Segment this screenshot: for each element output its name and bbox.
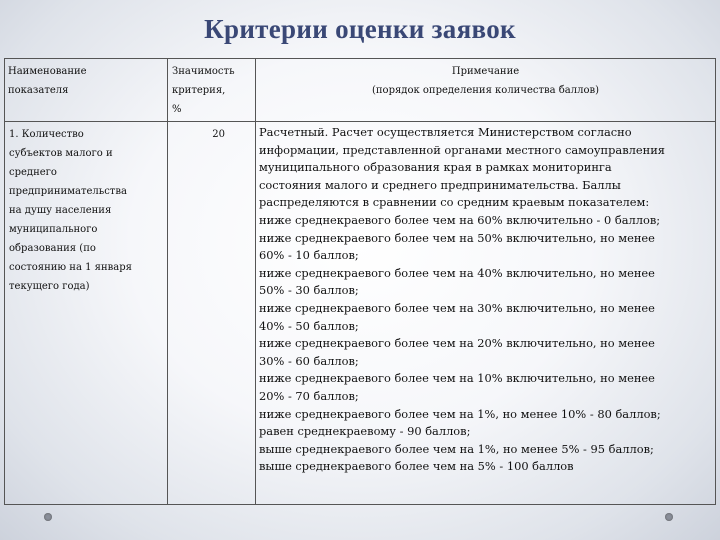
note-line: равен среднекраевому - 90 баллов; bbox=[259, 424, 471, 439]
table-header-row bbox=[5, 59, 716, 122]
criterion-significance: 20 bbox=[212, 129, 225, 140]
note-line: ниже среднекраевого более чем на 50% включительно, но менее bbox=[259, 230, 655, 245]
page-title: Критерии оценки заявок bbox=[204, 14, 516, 44]
note-line: ниже среднекраевого более чем на 30% включительно, но менее bbox=[259, 300, 655, 315]
criterion-note bbox=[256, 122, 715, 476]
criterion-significance-cell bbox=[168, 122, 256, 505]
header-name-cell bbox=[5, 59, 168, 122]
header-significance-cell bbox=[168, 59, 256, 122]
criterion-note-cell bbox=[256, 122, 716, 505]
note-line: 40% - 50 баллов; bbox=[259, 318, 359, 333]
note-line: 60% - 10 баллов; bbox=[259, 248, 359, 263]
table-row bbox=[5, 122, 716, 505]
header-note-label: Примечание (порядок определения количества баллов) bbox=[371, 66, 600, 96]
note-line: ниже среднекраевого более чем на 20% включительно, но менее bbox=[259, 336, 655, 351]
header-name-label: Наименование показателя bbox=[8, 66, 87, 96]
note-line: 30% - 60 баллов; bbox=[259, 353, 359, 368]
note-line: состояния малого и среднего предпринимательства. Баллы bbox=[259, 177, 621, 192]
note-line: 50% - 30 баллов; bbox=[259, 283, 359, 298]
criterion-name: 1. Количество субъектов малого и среднего предпринимательства на душу населения муниципального образования (по состоянию на 1 января текущего года) bbox=[9, 129, 132, 292]
note-line: ниже среднекраевого более чем на 40% включительно, но менее bbox=[259, 265, 655, 280]
note-line: выше среднекраевого более чем на 1%, но менее 5% - 95 баллов; bbox=[259, 441, 654, 456]
note-line: ниже среднекраевого более чем на 10% включительно, но менее bbox=[259, 371, 655, 386]
note-line: информации, представленной органами местного самоуправления bbox=[259, 142, 665, 157]
note-line: Расчетный. Расчет осуществляется Министерством согласно bbox=[259, 125, 632, 139]
criteria-table bbox=[4, 58, 716, 505]
note-line: выше среднекраевого более чем на 5% - 100 баллов bbox=[259, 459, 574, 474]
note-line: ниже среднекраевого более чем на 60% включительно - 0 баллов; bbox=[259, 212, 661, 227]
bullet-dot-left bbox=[44, 513, 52, 521]
note-line: ниже среднекраевого более чем на 1%, но менее 10% - 80 баллов; bbox=[259, 406, 661, 421]
bullet-dot-right bbox=[665, 513, 673, 521]
note-line: распределяются в сравнении со средним краевым показателем: bbox=[259, 195, 650, 210]
note-line: муниципального образования края в рамках мониторинга bbox=[259, 160, 612, 175]
header-significance-label: Значимость критерия, % bbox=[172, 66, 235, 115]
header-note-cell bbox=[256, 59, 716, 122]
note-line: 20% - 70 баллов; bbox=[259, 388, 359, 403]
criterion-name-cell bbox=[5, 122, 168, 505]
